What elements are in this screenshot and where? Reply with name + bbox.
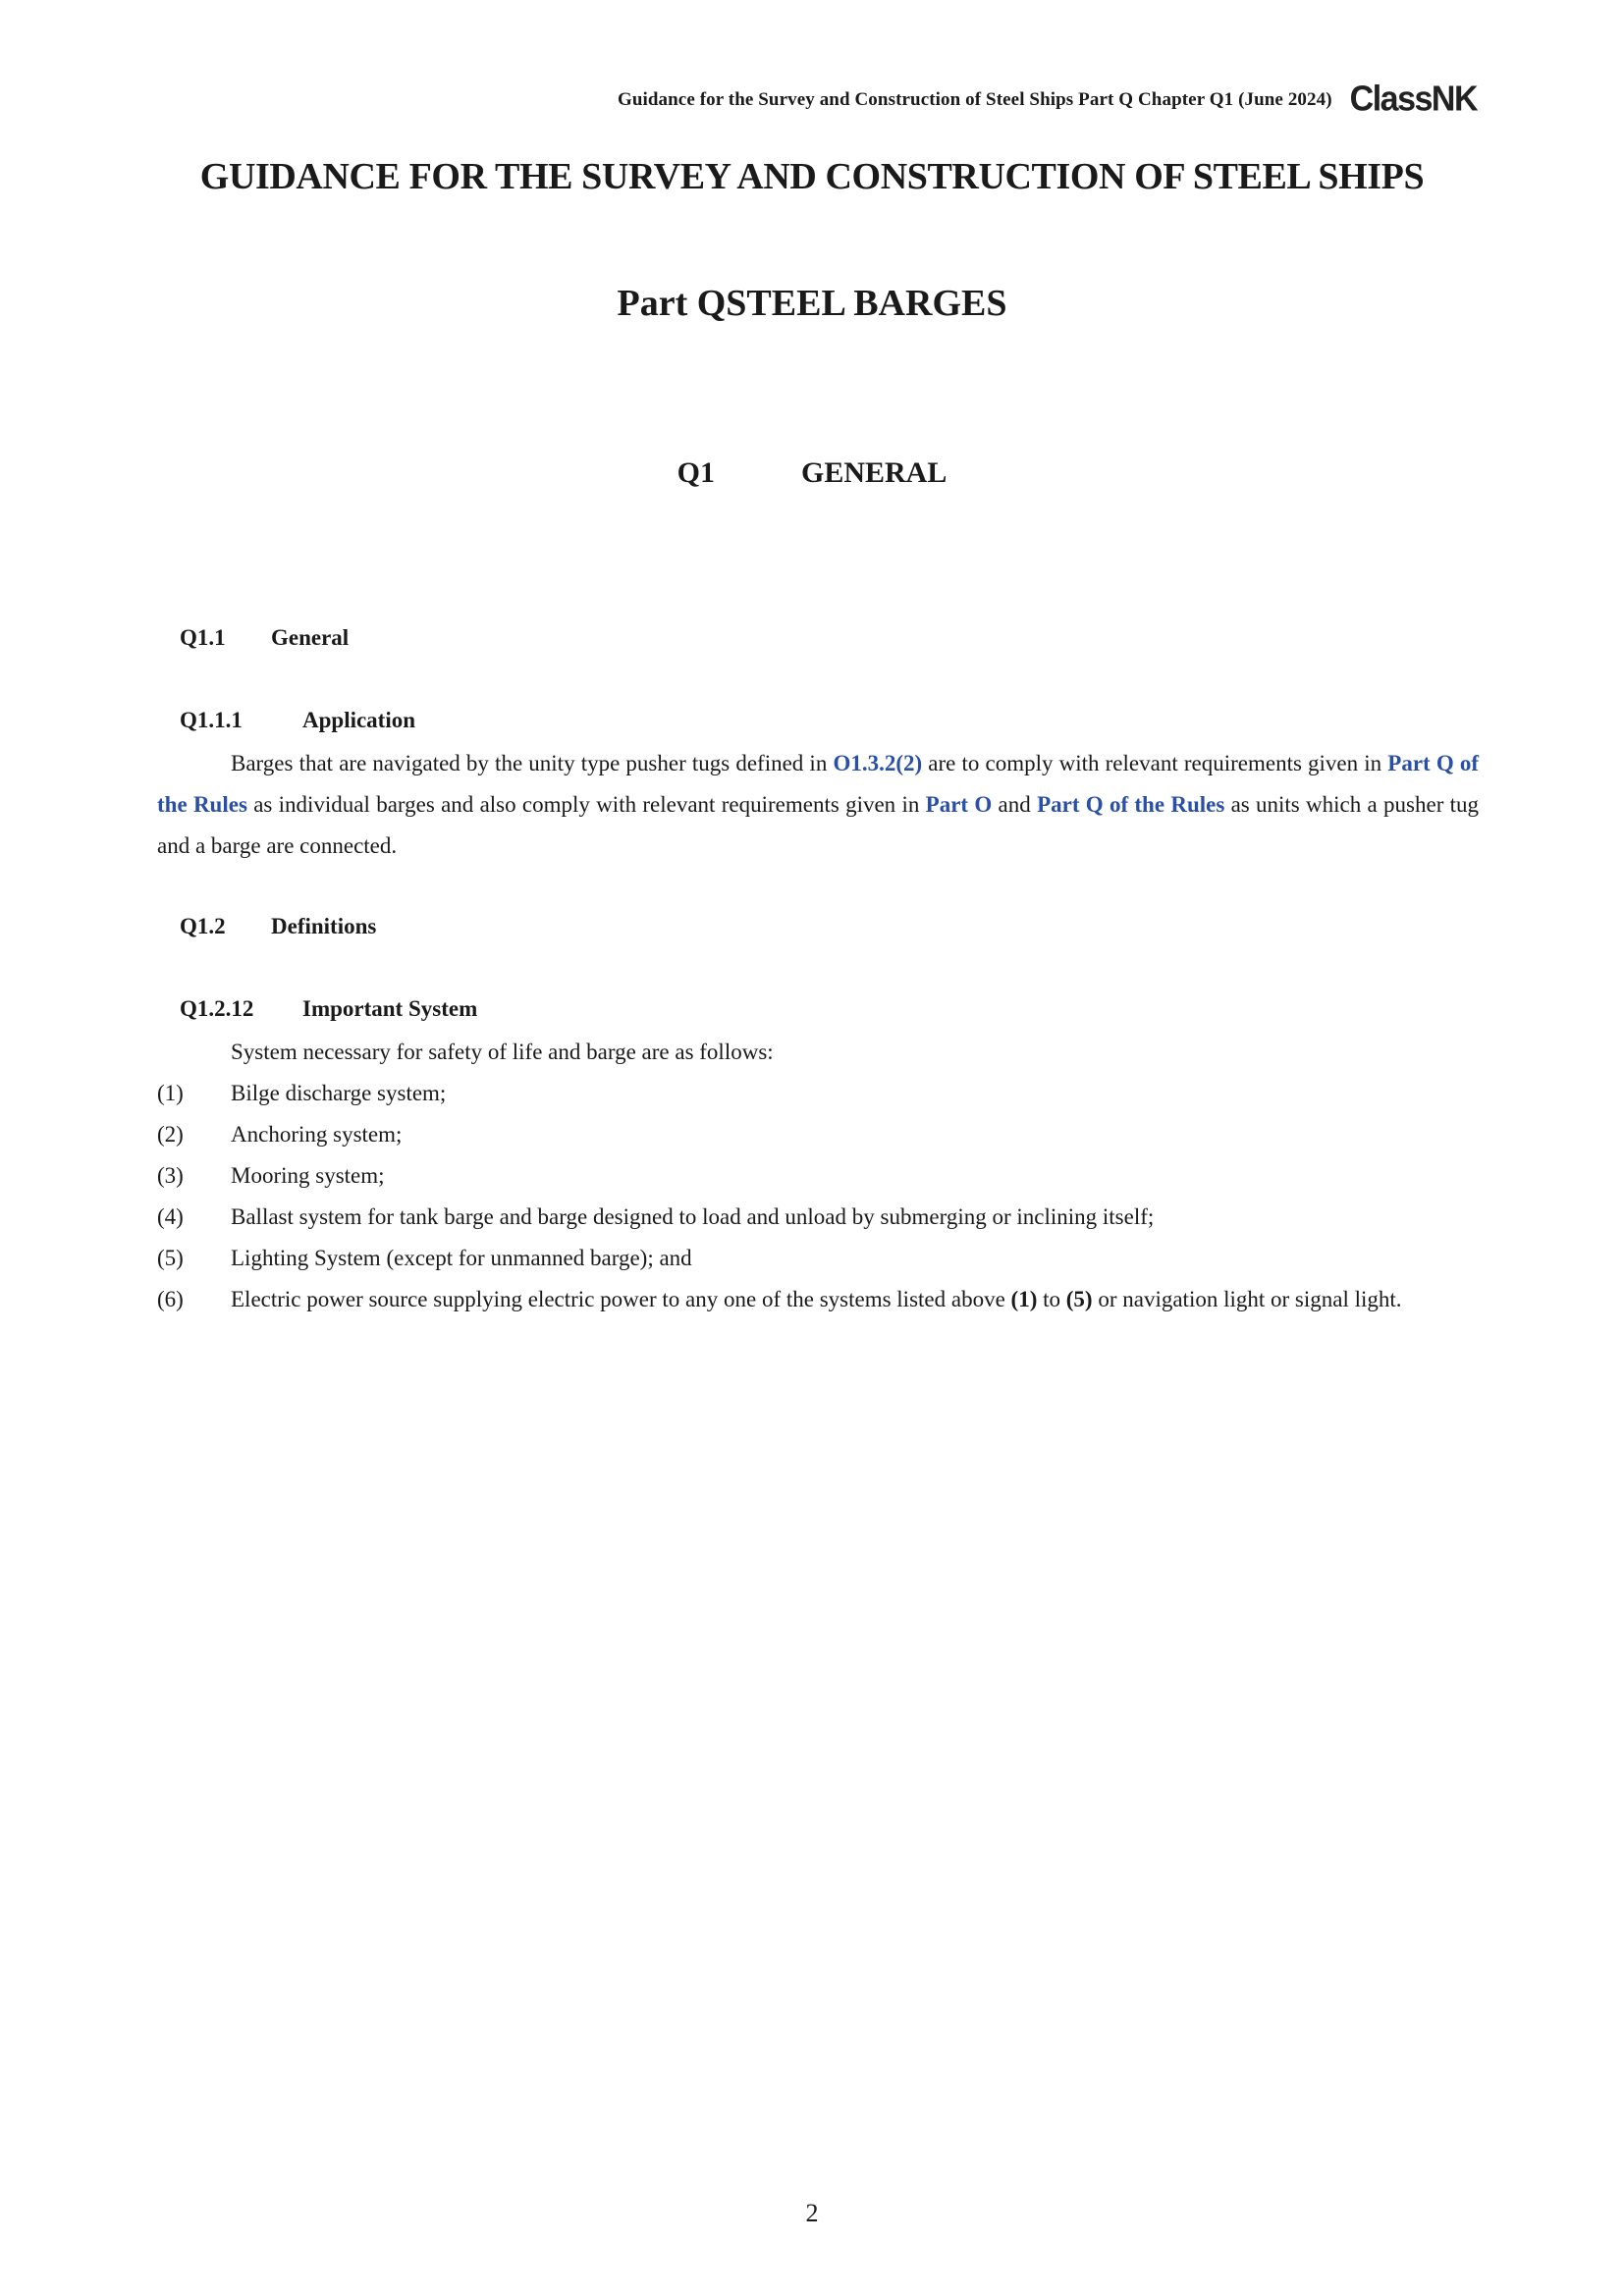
section-number: Q1.2 bbox=[180, 914, 226, 938]
section-number: Q1.1.1 bbox=[180, 708, 243, 732]
list-item: (2) Anchoring system; bbox=[157, 1122, 403, 1147]
section-heading-q1-1-1 bbox=[180, 708, 415, 733]
part-title: Part QSTEEL BARGES bbox=[617, 283, 1007, 324]
list-item: (4) Ballast system for tank barge and barge designed to load and unload by submerging or inclining itself; bbox=[157, 1204, 1155, 1229]
section-title: Application bbox=[302, 708, 416, 732]
important-system-list bbox=[157, 1032, 1479, 1320]
link-part-q-rules[interactable]: Part Q of the Rules bbox=[157, 751, 1480, 817]
link-part-o[interactable]: Part O bbox=[925, 792, 993, 817]
running-header bbox=[618, 80, 1477, 119]
section-title: General bbox=[271, 625, 350, 650]
running-title: Guidance for the Survey and Construction of Steel Ships Part Q Chapter Q1 (June 2024) bbox=[617, 88, 1332, 110]
classnk-logo: ClassNK bbox=[1349, 80, 1477, 119]
page-number: 2 bbox=[805, 2199, 819, 2227]
chapter-number: Q1 bbox=[677, 456, 715, 489]
section-heading-q1-2-12 bbox=[180, 996, 477, 1022]
section-title: Definitions bbox=[271, 914, 377, 938]
section-number: Q1.1 bbox=[180, 625, 226, 650]
list-item: (3) Mooring system; bbox=[157, 1163, 385, 1188]
link-part-q-rules-2[interactable]: Part Q of the Rules bbox=[1037, 792, 1225, 817]
link-o1-3-2-2[interactable]: O1.3.2(2) bbox=[833, 751, 923, 775]
list-intro: System necessary for safety of life and barge are as follows: bbox=[231, 1040, 774, 1064]
application-paragraph: Barges that are navigated by the unity type pusher tugs defined in O1.3.2(2) are to comply with relevant requirements given in Part Q of the Rules as individual barges and also comply with relevant requirements given in Part O and Part Q of the Rules as units which a pusher tug and a barge are connected. bbox=[157, 751, 1480, 858]
chapter-title: GENERAL bbox=[800, 456, 947, 489]
section-heading-q1-2 bbox=[180, 914, 376, 939]
list-item: (1) Bilge discharge system; bbox=[157, 1081, 447, 1105]
section-number: Q1.2.12 bbox=[180, 996, 254, 1021]
section-title: Important System bbox=[302, 996, 478, 1021]
list-item: (5) Lighting System (except for unmanned barge); and bbox=[157, 1246, 692, 1270]
section-heading-q1-1 bbox=[180, 625, 349, 651]
chapter-heading bbox=[0, 456, 1624, 490]
list-item: (6) Electric power source supplying electric power to any one of the systems listed above (1) to (5) or navigation light or signal light. bbox=[157, 1287, 1402, 1311]
document-title: GUIDANCE FOR THE SURVEY AND CONSTRUCTION OF STEEL SHIPS bbox=[199, 156, 1425, 197]
